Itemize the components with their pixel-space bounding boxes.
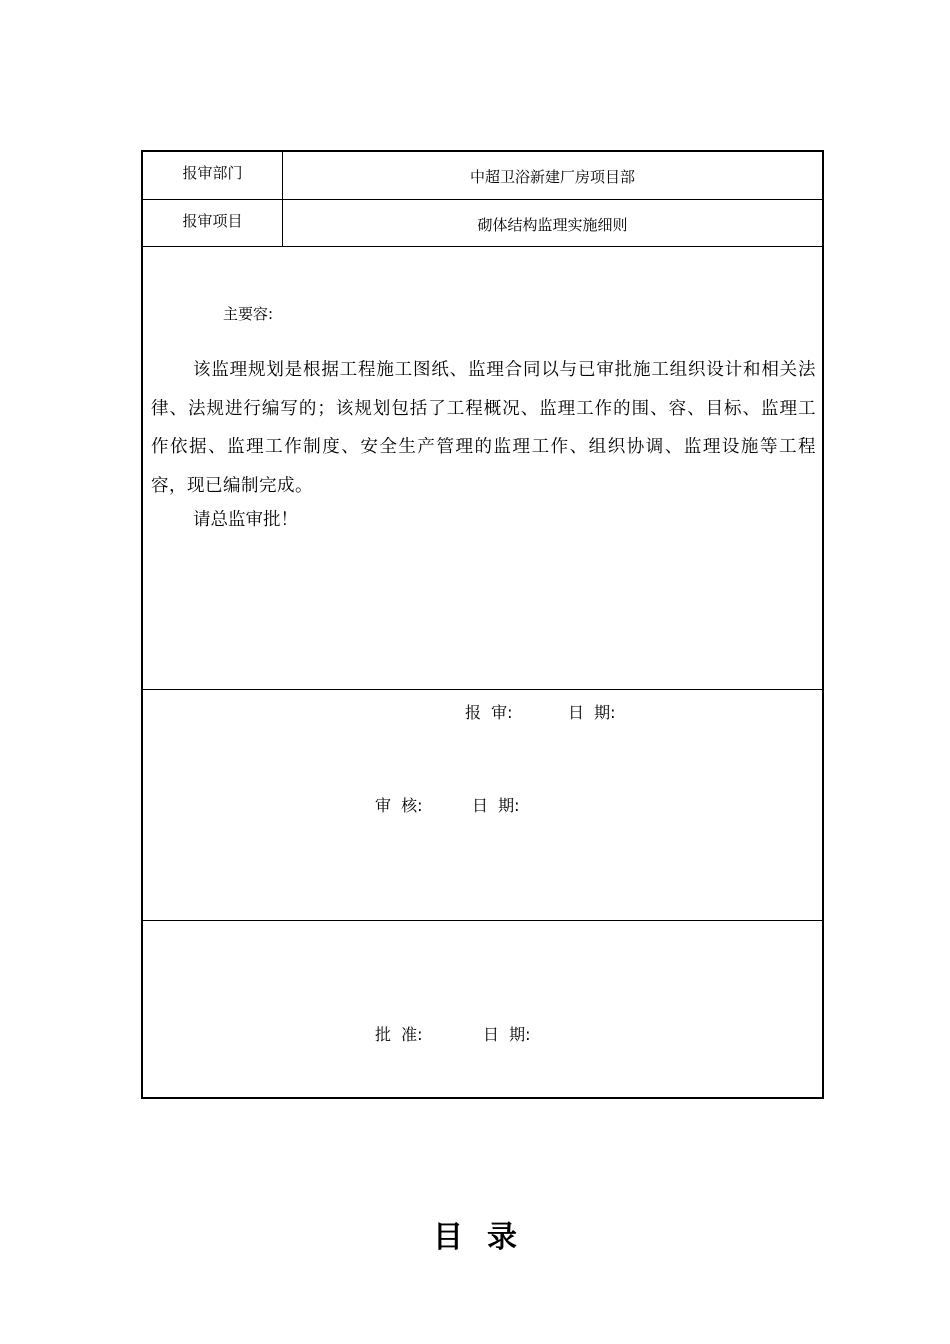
approve-date-label: 日 期:	[483, 1025, 531, 1044]
review-section	[143, 690, 822, 921]
main-content-heading: 主要容:	[223, 305, 274, 323]
approve-signature-label: 批 准:	[375, 1025, 423, 1044]
dept-value-cell	[283, 152, 822, 199]
dept-row	[143, 152, 822, 200]
dept-label-cell	[143, 152, 283, 199]
project-label-cell	[143, 200, 283, 246]
review-date-label: 日 期:	[472, 796, 520, 815]
project-value: 砌体结构监理实施细则	[477, 216, 628, 234]
review-signature-label: 审 核:	[375, 796, 423, 815]
submit-date-label: 日 期:	[568, 703, 616, 722]
main-content-section	[143, 247, 822, 722]
dept-label: 报审部门	[182, 164, 243, 182]
approval-form	[141, 150, 824, 1099]
dept-value: 中超卫浴新建厂房项目部	[469, 168, 635, 186]
project-row	[143, 200, 822, 247]
submit-signature-label: 报 审:	[465, 703, 513, 722]
project-label: 报审项目	[182, 212, 243, 230]
main-content-closing: 请总监审批！	[193, 510, 298, 530]
approve-section	[143, 921, 822, 1097]
project-value-cell	[283, 200, 822, 246]
toc-title: 目录	[433, 1220, 541, 1255]
main-content-body: 该监理规划是根据工程施工图纸、监理合同以与已审批施工组织设计和相关法律、法规进行编写的；该规划包括了工程概况、监理工作的围、容、目标、监理工作依据、监理工作制度、安全生产管理的监理工作、组织协调、监理设施等工程容，现已编制完成。	[151, 360, 816, 496]
